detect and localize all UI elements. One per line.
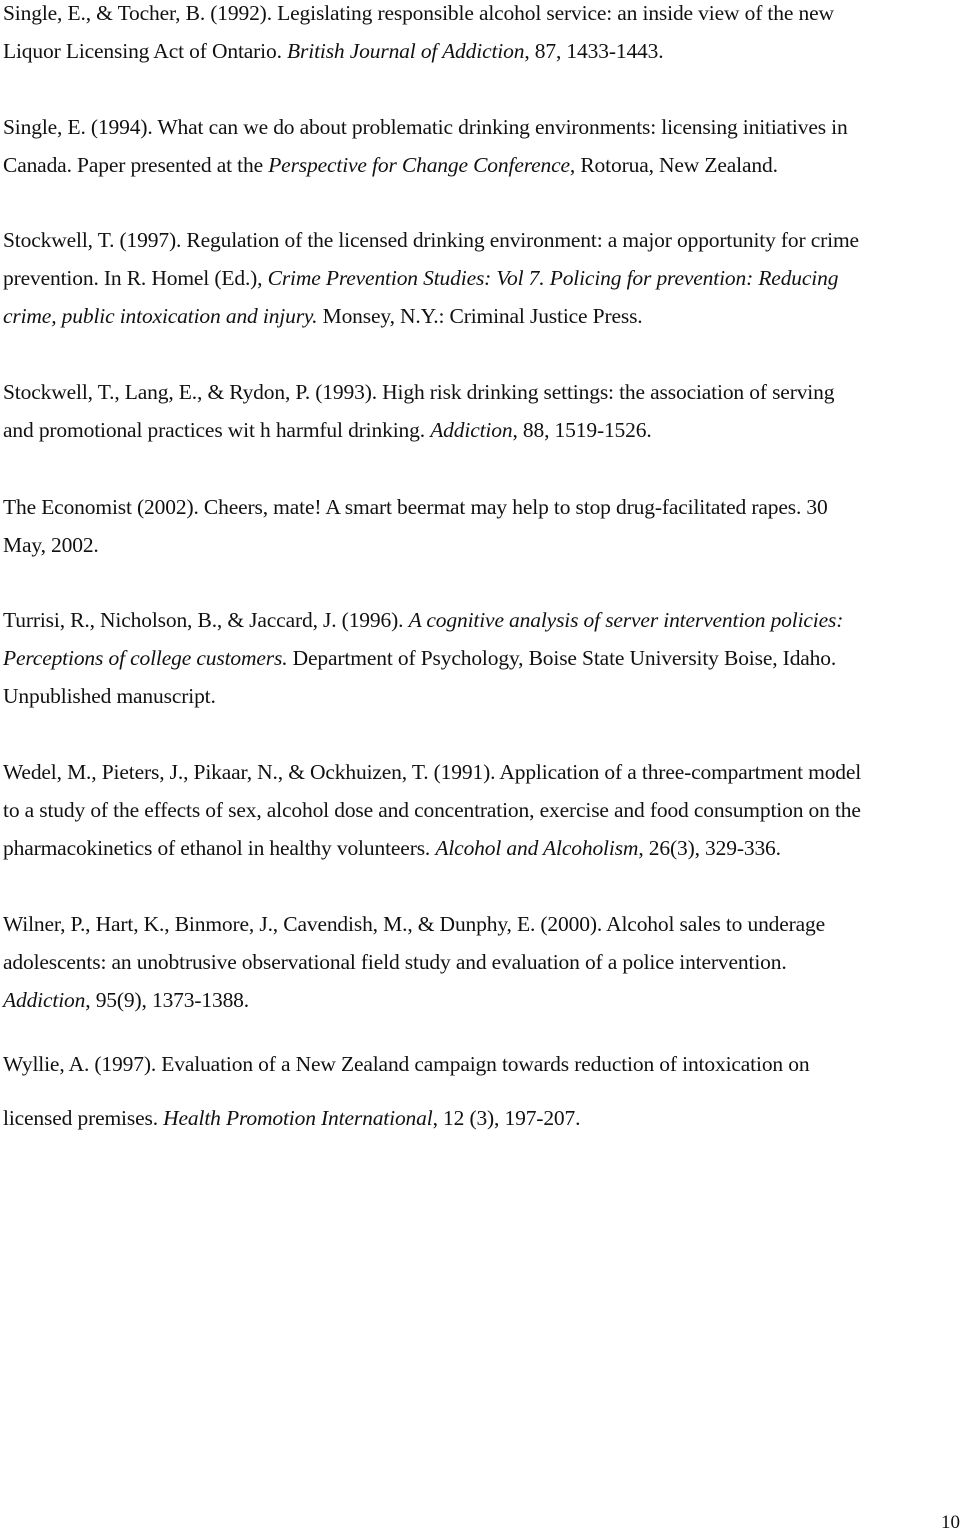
italic-title-text: Perceptions of college customers.	[3, 646, 288, 670]
reference-text: Single, E., & Tocher, B. (1992). Legislating responsible alcohol service: an inside view of the new	[3, 1, 834, 25]
reference-text: , 87, 1433-1443.	[524, 39, 664, 63]
reference-line	[3, 221, 955, 259]
reference-line	[3, 753, 955, 791]
reference-line	[3, 526, 955, 564]
reference-line	[3, 791, 955, 829]
reference-line	[3, 373, 955, 411]
reference-entry	[3, 1045, 955, 1137]
reference-line	[3, 488, 955, 526]
italic-title-text: Crime Prevention Studies: Vol 7. Policing for prevention: Reducing	[267, 266, 839, 290]
italic-title-text: Addiction	[3, 988, 86, 1012]
reference-text: , 88, 1519-1526.	[512, 418, 652, 442]
reference-line	[3, 943, 955, 981]
reference-text: The Economist (2002). Cheers, mate! A smart beermat may help to stop drug-facilitated rapes. 30	[3, 495, 828, 519]
reference-text: Wilner, P., Hart, K., Binmore, J., Cavendish, M., & Dunphy, E. (2000). Alcohol sales to underage	[3, 912, 826, 936]
reference-text: and promotional practices wit h harmful drinking.	[3, 418, 431, 442]
reference-line	[3, 601, 955, 639]
reference-line	[3, 829, 955, 867]
italic-title-text: Perspective for Change Conference	[268, 153, 570, 177]
italic-title-text: A cognitive analysis of server intervention policies:	[408, 608, 844, 632]
reference-line	[3, 32, 955, 70]
reference-text: Canada. Paper presented at the	[3, 153, 269, 177]
reference-text: Wedel, M., Pieters, J., Pikaar, N., & Ockhuizen, T. (1991). Application of a three-compartment model	[3, 760, 862, 784]
reference-entry	[3, 488, 955, 564]
reference-line	[3, 677, 955, 715]
reference-text: May, 2002.	[3, 533, 99, 557]
reference-text: prevention. In R. Homel (Ed.),	[3, 266, 268, 290]
reference-text: Monsey, N.Y.: Criminal Justice Press.	[317, 304, 643, 328]
reference-line	[3, 1099, 955, 1137]
page-number: 10	[941, 1512, 960, 1533]
reference-entry	[3, 373, 955, 449]
reference-line	[3, 108, 955, 146]
reference-line	[3, 1045, 955, 1083]
reference-line	[3, 146, 955, 184]
reference-text: Unpublished manuscript.	[3, 684, 216, 708]
reference-text: Wyllie, A. (1997). Evaluation of a New Zealand campaign towards reduction of intoxication on	[3, 1052, 810, 1076]
reference-entry	[3, 221, 955, 335]
reference-line	[3, 259, 955, 297]
reference-line	[3, 905, 955, 943]
reference-line	[3, 0, 955, 32]
reference-text: Stockwell, T. (1997). Regulation of the licensed drinking environment: a major opportunity for crime	[3, 228, 859, 252]
reference-line	[3, 297, 955, 335]
reference-line	[3, 981, 955, 1019]
italic-title-text: Alcohol and Alcoholism	[435, 836, 639, 860]
reference-text: Single, E. (1994). What can we do about problematic drinking environments: licensing initiatives in	[3, 115, 848, 139]
italic-title-text: crime, public intoxication and injury.	[3, 304, 318, 328]
reference-text: , 95(9), 1373-1388.	[85, 988, 250, 1012]
italic-title-text: Addiction	[430, 418, 513, 442]
reference-text: , 12 (3), 197-207.	[432, 1106, 581, 1130]
reference-entry	[3, 601, 955, 715]
reference-text: Stockwell, T., Lang, E., & Rydon, P. (1993). High risk drinking settings: the association of serving	[3, 380, 835, 404]
italic-title-text: British Journal of Addiction	[287, 39, 525, 63]
reference-text: pharmacokinetics of ethanol in healthy volunteers.	[3, 836, 436, 860]
reference-entry	[3, 905, 955, 1019]
reference-text: , 26(3), 329-336.	[638, 836, 781, 860]
reference-text: licensed premises.	[3, 1106, 164, 1130]
italic-title-text: Health Promotion International	[163, 1106, 433, 1130]
reference-entry	[3, 108, 955, 184]
reference-entry	[3, 753, 955, 867]
reference-text: adolescents: an unobtrusive observational field study and evaluation of a police intervention.	[3, 950, 787, 974]
reference-text: Liquor Licensing Act of Ontario.	[3, 39, 288, 63]
reference-text: Turrisi, R., Nicholson, B., & Jaccard, J. (1996).	[3, 608, 409, 632]
reference-text: , Rotorua, New Zealand.	[569, 153, 778, 177]
reference-line	[3, 411, 955, 449]
reference-text: Department of Psychology, Boise State University Boise, Idaho.	[287, 646, 837, 670]
reference-text: to a study of the effects of sex, alcohol dose and concentration, exercise and food consumption on the	[3, 798, 861, 822]
reference-entry	[3, 0, 955, 70]
reference-line	[3, 639, 955, 677]
